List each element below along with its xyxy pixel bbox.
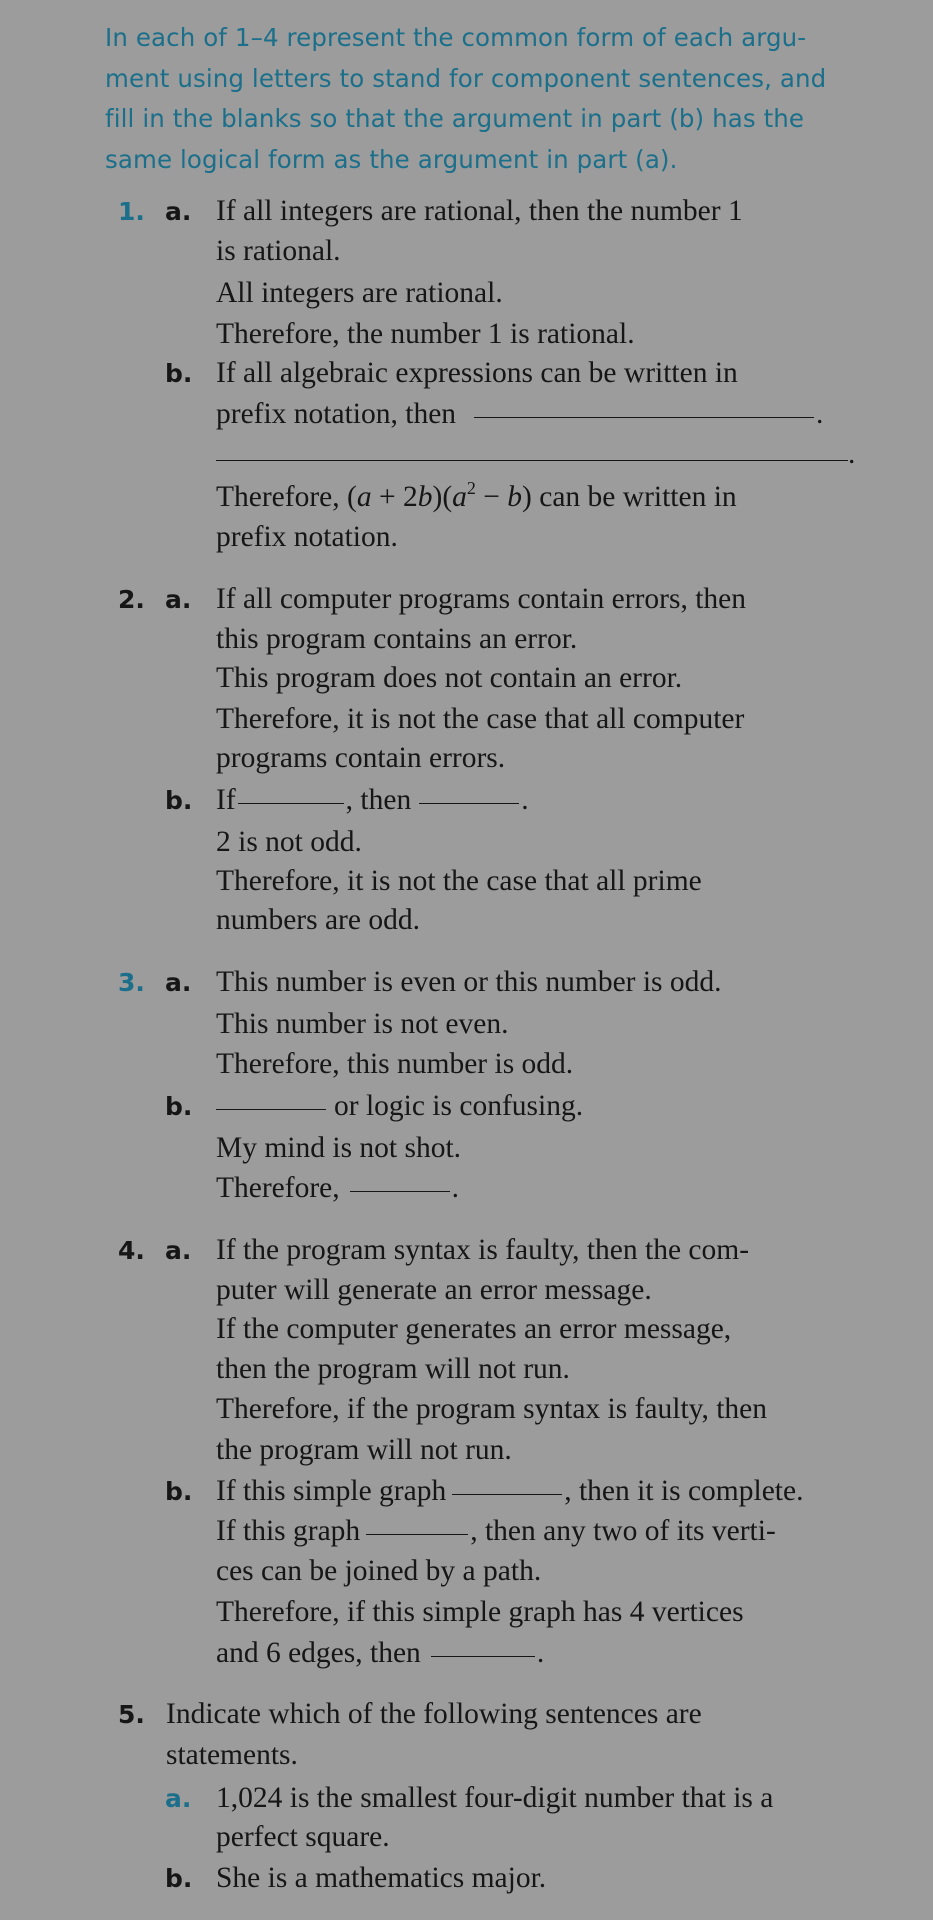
problem-2a-line-3: This program does not contain an error. (216, 662, 683, 694)
answer-blank[interactable] (350, 1191, 450, 1192)
problem-3-number: 3. (118, 968, 145, 997)
problem-5a-line-2: perfect square. (216, 1821, 390, 1853)
instructions-line: In each of 1–4 represent the common form of each argu- (105, 23, 807, 52)
problem-5-line-2: statements. (166, 1739, 298, 1771)
instructions (105, 18, 875, 180)
problem-2a-label: a. (165, 585, 192, 614)
problem-3b-line-2: My mind is not shot. (216, 1132, 462, 1164)
problem-4b-line-2: If this graph , then any two of its verti- (216, 1515, 776, 1547)
problem-1b-line-3: Therefore, $(a + 2b)(a^2 - b)$ can be written in (216, 478, 737, 513)
problem-4a-line-3: If the computer generates an error message, (216, 1313, 732, 1345)
problem-4b-line-3: ces can be joined by a path. (216, 1555, 542, 1587)
problem-3b-label: b. (165, 1092, 193, 1121)
problem-1a-line-1: If all integers are rational, then the number 1 (216, 195, 743, 227)
instructions-line: fill in the blanks so that the argument in part (b) has the (105, 104, 805, 133)
problem-1b-line-4: prefix notation. (216, 521, 398, 553)
instructions-line: same logical form as the argument in part (a). (105, 144, 678, 174)
problem-1a-line-4: Therefore, the number 1 is rational. (216, 318, 635, 350)
problem-2b-line-2: 2 is not odd. (216, 826, 362, 858)
problem-4a-line-5: Therefore, if the program syntax is faulty, then (216, 1393, 768, 1425)
problem-4b-line-4: Therefore, if this simple graph has 4 vertices (216, 1596, 744, 1628)
answer-blank[interactable] (419, 803, 519, 804)
instructions-line: ment using letters to stand for component sentences, and (105, 63, 827, 93)
problem-4a-label: a. (165, 1236, 192, 1265)
problem-3a-line-2: This number is not even. (216, 1008, 509, 1040)
period: . (848, 438, 856, 470)
problem-4b-line-1: If this simple graph , then it is complete. (216, 1475, 804, 1507)
answer-blank[interactable] (474, 417, 814, 418)
problem-4a-line-2: puter will generate an error message. (216, 1274, 652, 1306)
problem-2b-line-3: Therefore, it is not the case that all prime (216, 865, 702, 897)
problem-4b-label: b. (165, 1477, 193, 1506)
answer-blank[interactable] (216, 1109, 326, 1110)
answer-blank[interactable] (452, 1494, 562, 1495)
problem-5a-line-1: 1,024 is the smallest four-digit number that is a (216, 1782, 774, 1814)
problem-2a-line-1: If all computer programs contain errors, then (216, 583, 746, 615)
problem-1a-line-2: is rational. (216, 235, 341, 267)
problem-2b-line-4: numbers are odd. (216, 904, 420, 936)
problem-5-line-1: Indicate which of the following sentences are (166, 1698, 702, 1730)
problem-3b-line-1: or logic is confusing. (216, 1092, 583, 1122)
problem-5-number: 5. (118, 1700, 145, 1729)
problem-1a-line-3: All integers are rational. (216, 277, 503, 309)
problem-1b-line-2: prefix notation, then . (216, 398, 824, 430)
problem-5a-label: a. (165, 1784, 192, 1813)
problem-3b-line-3: Therefore, . (216, 1172, 460, 1204)
problem-2-number: 2. (118, 585, 145, 614)
problem-4a-line-4: then the program will not run. (216, 1353, 570, 1385)
problem-5b-line-1: She is a mathematics major. (216, 1862, 547, 1894)
answer-blank[interactable] (238, 803, 344, 804)
problem-2a-line-2: this program contains an error. (216, 623, 578, 655)
problem-1-number: 1. (118, 197, 145, 226)
problem-2b-line-1: If , then . (216, 784, 529, 816)
problem-1a-label: a. (165, 197, 192, 226)
problem-1b-line-1: If all algebraic expressions can be written in (216, 357, 738, 389)
problem-3a-line-3: Therefore, this number is odd. (216, 1048, 574, 1080)
problem-4a-line-1: If the program syntax is faulty, then the com- (216, 1234, 750, 1266)
problem-4a-line-6: the program will not run. (216, 1434, 512, 1466)
problem-3a-label: a. (165, 968, 192, 997)
problem-1b-label: b. (165, 359, 193, 388)
problem-4b-line-5: and 6 edges, then . (216, 1637, 545, 1669)
problem-4-number: 4. (118, 1236, 145, 1265)
problem-3a-line-1: This number is even or this number is odd. (216, 966, 722, 998)
answer-blank[interactable] (366, 1534, 468, 1535)
problem-5b-label: b. (165, 1864, 193, 1893)
problem-2b-label: b. (165, 786, 193, 815)
answer-blank[interactable] (216, 460, 848, 461)
problem-2a-line-4: Therefore, it is not the case that all computer (216, 703, 745, 735)
answer-blank[interactable] (431, 1656, 535, 1657)
problem-2a-line-5: programs contain errors. (216, 742, 506, 774)
